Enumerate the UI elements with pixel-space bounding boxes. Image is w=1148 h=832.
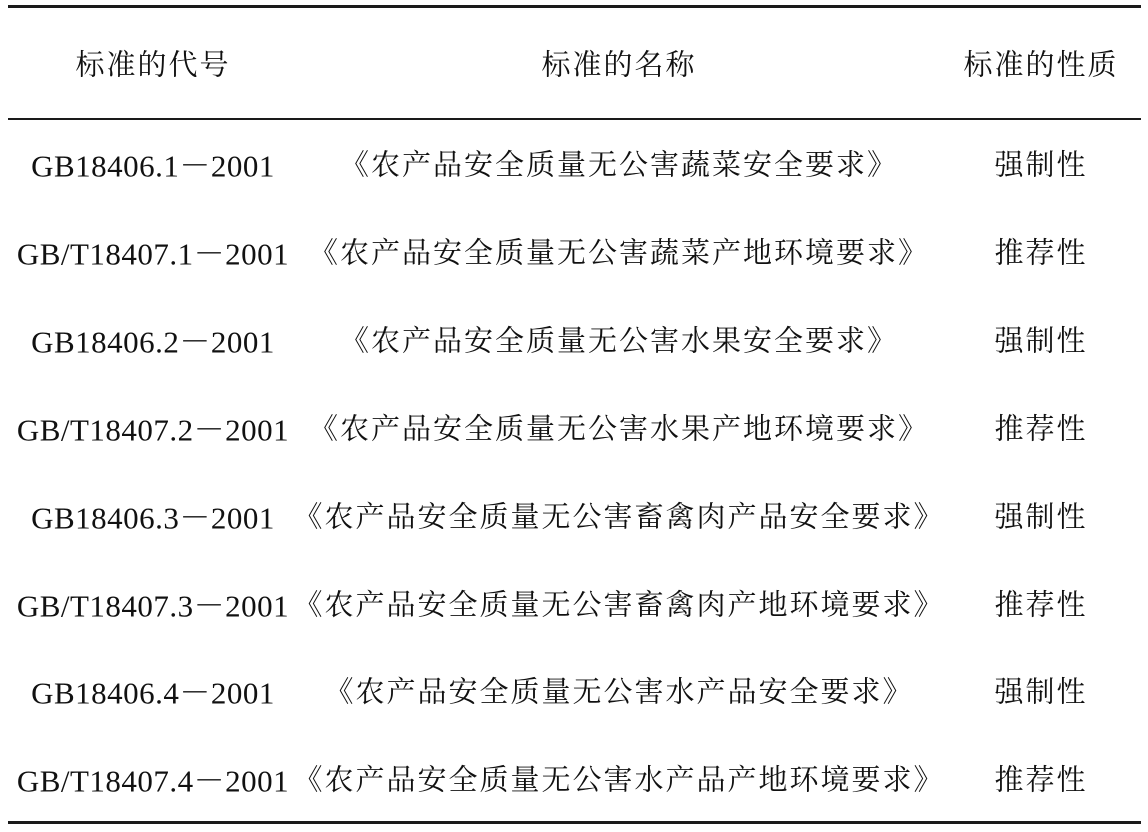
row-nature: 推荐性 (994, 762, 1088, 797)
row-nature: 强制性 (994, 674, 1088, 709)
header-name: 标准的名称 (541, 47, 697, 82)
row-nature: 推荐性 (994, 411, 1088, 446)
top-rule (8, 5, 1141, 8)
row-nature: 强制性 (994, 323, 1088, 358)
row-nature: 强制性 (994, 499, 1088, 534)
row-name: 《农产品安全质量无公害畜禽肉产品安全要求》 (293, 499, 945, 534)
header-nature: 标准的性质 (963, 47, 1119, 82)
bottom-rule (8, 821, 1141, 824)
row-name: 《农产品安全质量无公害水果产地环境要求》 (308, 411, 930, 446)
row-code: GB18406.2－2001 (31, 324, 275, 360)
row-code: GB/T18407.4－2001 (16, 763, 290, 799)
row-name: 《农产品安全质量无公害蔬菜产地环境要求》 (308, 235, 930, 270)
row-nature: 推荐性 (994, 587, 1088, 622)
row-name: 《农产品安全质量无公害畜禽肉产地环境要求》 (293, 587, 945, 622)
header-rule (8, 118, 1141, 120)
row-code: GB/T18407.3－2001 (16, 588, 290, 624)
row-name: 《农产品安全质量无公害水产品产地环境要求》 (293, 762, 945, 797)
row-code: GB/T18407.2－2001 (16, 412, 290, 448)
row-name: 《农产品安全质量无公害水产品安全要求》 (324, 674, 914, 709)
row-code: GB18406.3－2001 (31, 500, 275, 536)
row-name: 《农产品安全质量无公害蔬菜安全要求》 (339, 147, 899, 182)
row-nature: 推荐性 (994, 235, 1088, 270)
row-code: GB/T18407.1－2001 (16, 236, 290, 272)
row-name: 《农产品安全质量无公害水果安全要求》 (339, 323, 899, 358)
header-code: 标准的代号 (75, 47, 231, 82)
row-nature: 强制性 (994, 147, 1088, 182)
row-code: GB18406.1－2001 (31, 148, 275, 184)
row-code: GB18406.4－2001 (31, 675, 275, 711)
